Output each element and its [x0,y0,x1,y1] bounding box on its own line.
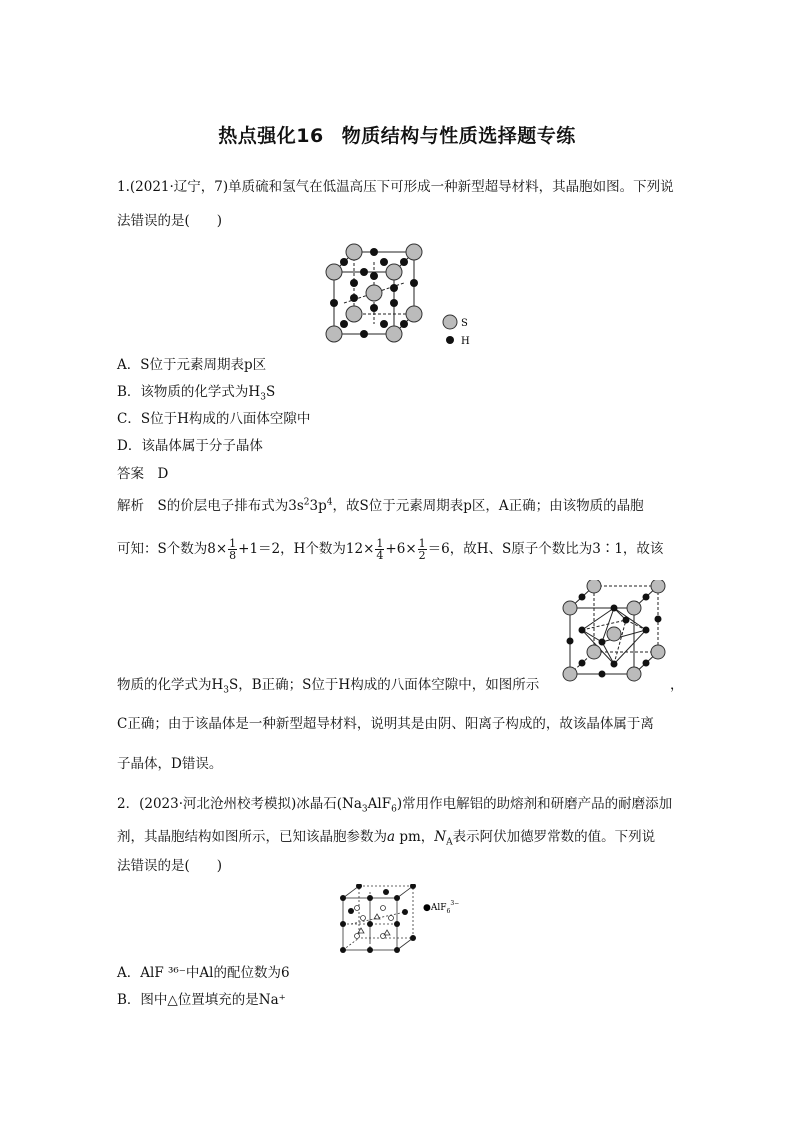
q1-option-d: D．该晶体属于分子晶体 [117,438,263,454]
title-main: 热点强化16 [218,125,324,147]
q1-octahedral-void-figure [560,580,670,688]
q1-analysis-line2: 可知：S个数为8× $\frac{1}{8}$ +1＝2，H个数为12× $\frac{1}{4}$ +6× $\frac{1}{2}$ ＝6，故H、S原子个数比为3∶1，故该 [117,537,664,562]
q1-analysis-line4: C正确；由于该晶体是一种新型超导材料，说明其是由阴、阳离子构成的，故该晶体属于离 [117,716,654,732]
legend-s-label: S [461,318,468,329]
q1-crystal-cell-figure [318,236,478,348]
q1-answer: 答案 D [117,466,169,482]
q1-option-a: A．S位于元素周期表p区 [117,357,267,373]
q1-analysis-line3-comma: ， [670,677,684,693]
q1-analysis-line5: 子晶体，D错误。 [117,756,223,772]
page-title [0,121,794,148]
q2-legend-alf6: ●AlF$_6^{3-}$ [423,900,460,915]
q2-option-a: A．AlF ³⁶⁻中Al的配位数为6 [117,965,290,981]
q1-option-c: C．S位于H构成的八面体空隙中 [117,411,311,427]
q2-stem-line1: 2．(2023·河北沧州校考模拟)冰晶石$(Na_3AlF_6)$常用作电解铝的助熔剂和研磨产品的耐磨添加 [117,796,673,815]
q1-stem-line1: 1.(2021·辽宁，7)单质硫和氢气在低温高压下可形成一种新型超导材料，其晶胞如图。下列说 [117,179,674,195]
q2-stem-line3: 法错误的是( ) [117,858,223,874]
legend-h-label: H [461,336,470,347]
q2-option-b: B．图中△位置填充的是Na⁺ [117,992,286,1008]
q2-cryolite-cell-figure [337,884,467,954]
title-sub: 物质结构与性质选择题专练 [341,125,576,147]
q1-analysis-line1: 解析 S的价层电子排布式为$3s^23p^4$，故S位于元素周期表p区，A正确；由该物质的晶胞 [117,497,644,514]
q1-stem-line2: 法错误的是( ) [117,213,223,229]
q2-stem-line2: 剂，其晶胞结构如图所示，已知该晶胞参数为a pm，$N_A$表示阿伏加德罗常数的值。下列说 [117,829,656,848]
q1-analysis-line3: 物质的化学式为$H_3S$，B正确；S位于H构成的八面体空隙中，如图所示 [117,677,540,696]
q1-option-b: B．该物质的化学式为$H_3S$ [117,384,276,403]
